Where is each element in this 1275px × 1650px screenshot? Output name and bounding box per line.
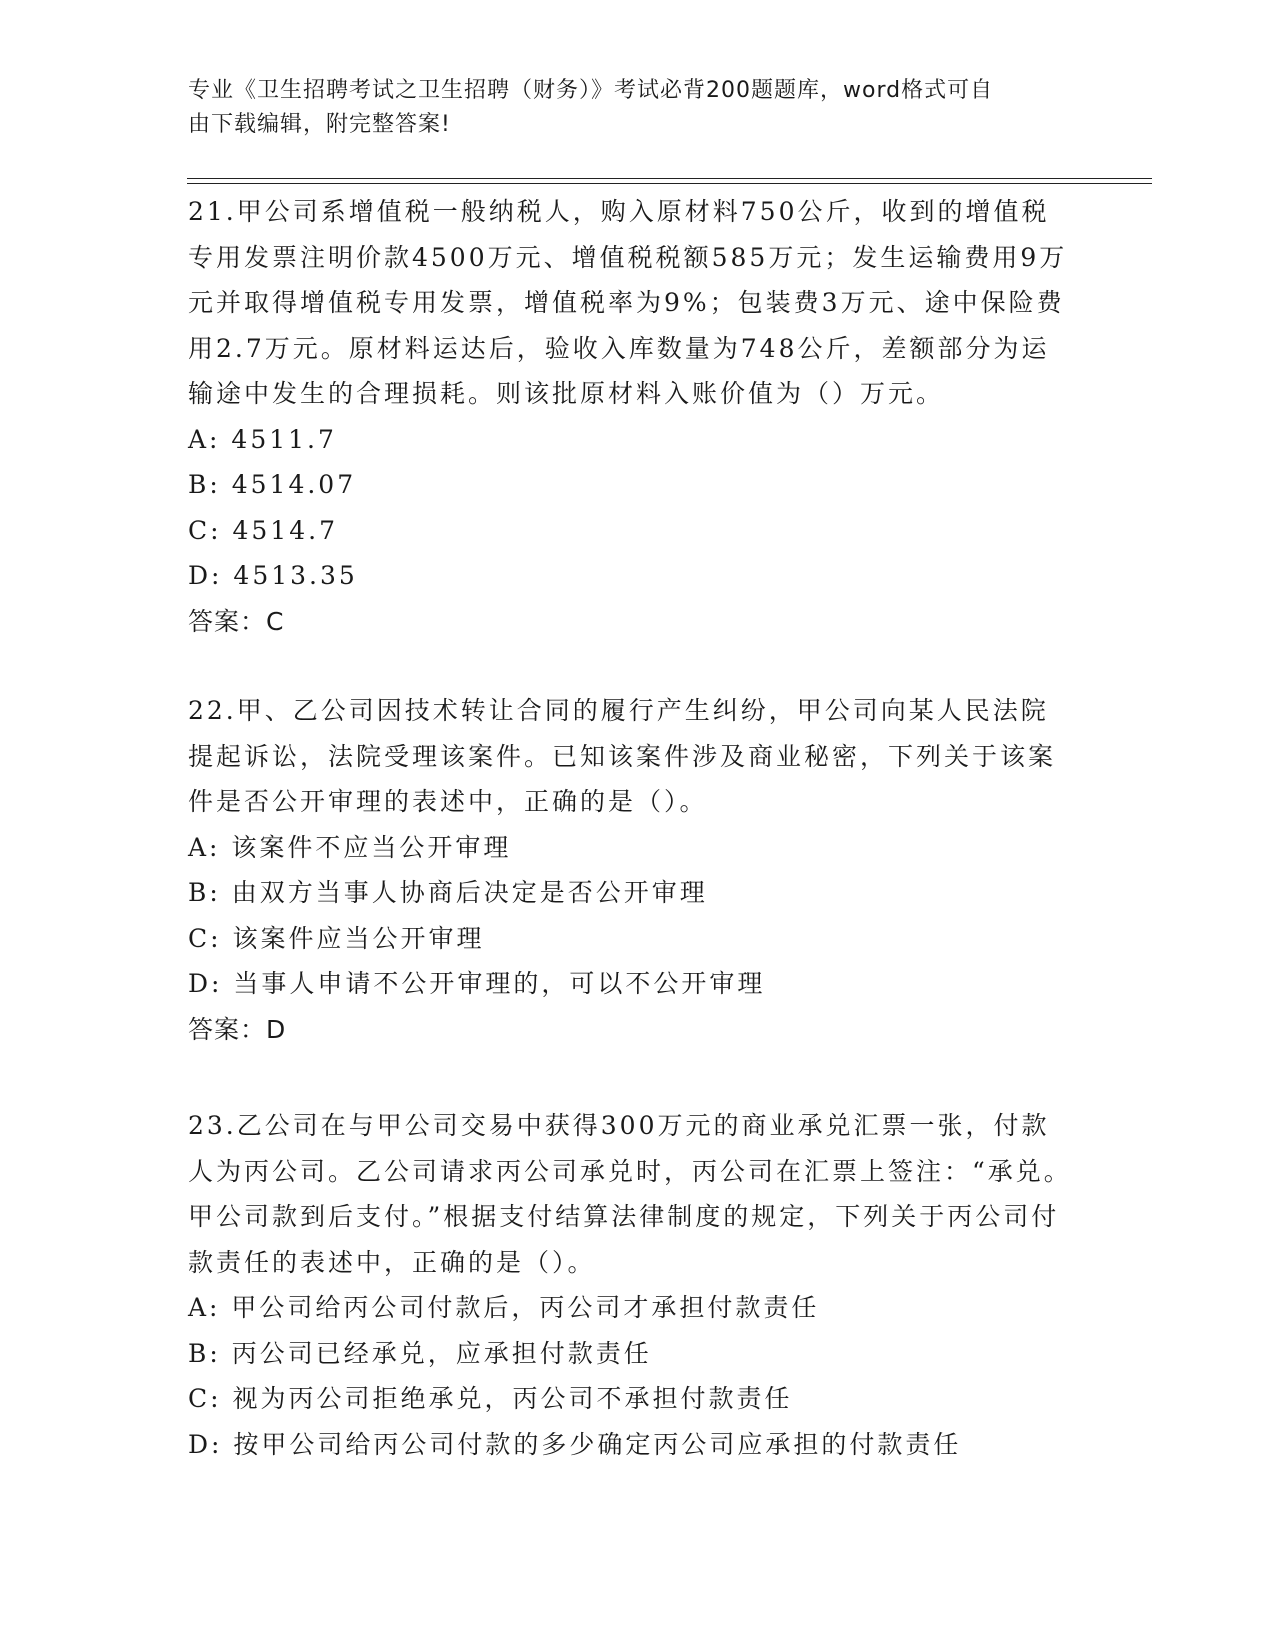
option-b: B: 由双方当事人协商后决定是否公开审理 [188,878,708,907]
option-c: C: 该案件应当公开审理 [188,923,485,953]
option-a: A: 甲公司给丙公司付款后，丙公司才承担付款责任 [188,1293,820,1322]
option-a: A: 4511.7 [188,424,337,454]
option-c: C: 视为丙公司拒绝承兑，丙公司不承担付款责任 [188,1384,793,1413]
header-line-1: 专业《卫生招聘考试之卫生招聘（财务）》考试必背200题题库，word格式可自 [188,78,994,103]
question-stem: 21.甲公司系增值税一般纳税人，购入原材料750公斤，收到的增值税专用发票注明价款4500万元、增值税税额585万元；发生运输费用9万元并取得增值税专用发票，增值税率为9%；包装费3万元、途中保险费用2.7万元。原材料运达后，验收入库数量为748公斤，差额部分为运输途中发生的合理损耗。则该批原材料入账价值为（）万元。 [188,197,1068,408]
option-d: D: 按甲公司给丙公司付款的多少确定丙公司应承担的付款责任 [188,1429,962,1459]
option-b: B: 丙公司已经承兑，应承担付款责任 [188,1338,652,1368]
option-d: D: 4513.35 [188,561,358,590]
header-divider-top [187,178,1152,179]
option-d: D: 当事人申请不公开审理的，可以不公开审理 [188,969,766,998]
option-b: B: 4514.07 [188,470,357,499]
answer: 答案：C [188,606,285,636]
question-23 [188,1103,1073,1467]
option-c: C: 4514.7 [188,515,338,545]
question-21 [188,189,1073,644]
header-divider-bottom [187,183,1152,184]
answer: 答案：D [188,1014,287,1044]
document-header [188,74,1068,142]
question-stem: 23.乙公司在与甲公司交易中获得300万元的商业承兑汇票一张，付款人为丙公司。乙公司请求丙公司承兑时，丙公司在汇票上签注：“承兑。甲公司款到后支付。”根据支付结算法律制度的规定，下列关于丙公司付款责任的表述中，正确的是（）。 [188,1111,1072,1277]
option-a: A: 该案件不应当公开审理 [188,832,512,862]
header-line-2: 由下载编辑，附完整答案! [188,112,451,137]
question-22 [188,688,1073,1052]
question-stem: 22.甲、乙公司因技术转让合同的履行产生纠纷，甲公司向某人民法院提起诉讼，法院受理该案件。已知该案件涉及商业秘密，下列关于该案件是否公开审理的表述中，正确的是（）。 [188,696,1057,816]
